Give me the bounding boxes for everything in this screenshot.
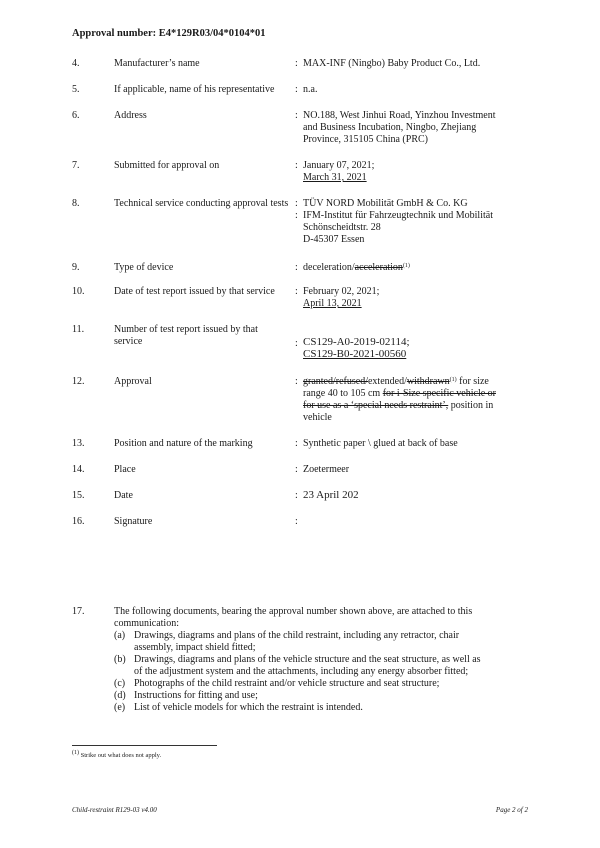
item-label: Manufacturer’s name (114, 58, 200, 69)
colon: : (295, 210, 298, 221)
item-number: 15. (72, 490, 85, 501)
approval-text: position in (448, 400, 494, 411)
colon: : (295, 464, 298, 475)
footnote-ref: (1) (402, 263, 410, 269)
item-label: Submitted for approval on (114, 160, 220, 171)
list-letter: (b) (114, 654, 126, 665)
item-label: Technical service conducting approval tests (114, 198, 289, 209)
struck-text: granted/refused/ (303, 376, 368, 387)
item-number: 7. (72, 160, 80, 171)
item-label: Place (114, 464, 136, 475)
date-line: February 02, 2021; (303, 286, 380, 297)
documents-intro: communication: (114, 618, 179, 629)
item-number: 17. (72, 606, 85, 617)
approval-number-heading: Approval number: E4*129R03/04*0104*01 (72, 28, 266, 39)
service-line: IFM-Institut für Fahrzeugtechnik und Mobilität (303, 210, 493, 221)
report-number: CS129-B0-2021-00560 (303, 348, 407, 360)
item-label: Approval (114, 376, 152, 387)
footnote-marker: (1) (72, 750, 79, 756)
test-report-dates (303, 286, 531, 310)
colon: : (295, 58, 298, 69)
approval-text: extended/ (367, 376, 407, 387)
manufacturer-name: MAX-INF (Ningbo) Baby Product Co., Ltd. (303, 58, 481, 69)
list-text: of the adjustment system and the attachments, including any energy absorber fitted; (134, 666, 469, 677)
list-letter: (a) (114, 630, 126, 641)
item-label: If applicable, name of his representative (114, 84, 275, 95)
approval-text: for size (456, 376, 489, 387)
list-item (114, 690, 534, 702)
list-text: Photographs of the child restraint and/or vehicle structure and seat structure; (134, 678, 440, 689)
item-number: 6. (72, 110, 80, 121)
footnote-ref: (1) (449, 377, 457, 383)
test-report-numbers (303, 336, 531, 360)
item-label: Number of test report issued by that service (114, 324, 258, 347)
date-value: 23 April 202 (303, 489, 359, 501)
list-item (114, 702, 534, 714)
item-number: 16. (72, 516, 85, 527)
colon: : (295, 110, 298, 121)
submitted-dates (303, 160, 531, 184)
approval-text: range 40 to 105 cm (303, 388, 383, 399)
service-line: D-45307 Essen (303, 234, 365, 245)
device-type (303, 262, 531, 274)
item-number: 13. (72, 438, 85, 449)
footnote-text: Strike out what does not apply. (79, 752, 162, 759)
colon: : (295, 160, 298, 171)
item-number: 11. (72, 324, 85, 335)
item-number: 12. (72, 376, 85, 387)
list-text: Instructions for fitting and use; (134, 690, 258, 701)
item-label: Signature (114, 516, 153, 527)
footnote (72, 752, 161, 759)
list-text: Drawings, diagrams and plans of the child restraint, including any retractor, chair (134, 630, 460, 641)
report-number: CS129-A0-2019-02114; (303, 336, 410, 348)
list-item (114, 678, 534, 690)
item-number: 14. (72, 464, 85, 475)
colon: : (295, 338, 298, 349)
colon: : (295, 516, 298, 527)
list-text: assembly, impact shield fitted; (134, 642, 256, 653)
documents-intro: The following documents, bearing the approval number shown above, are attached to this (114, 606, 473, 617)
colon: : (295, 438, 298, 449)
technical-service (303, 198, 531, 246)
list-item (114, 654, 534, 678)
colon: : (295, 490, 298, 501)
item-number: 8. (72, 198, 80, 209)
address-value (303, 110, 531, 146)
colon: : (295, 84, 298, 95)
item-number: 4. (72, 58, 80, 69)
list-letter: (d) (114, 690, 126, 701)
place-value: Zoetermeer (303, 464, 350, 475)
page-number: Page 2 of 2 (495, 806, 528, 814)
item-number: 5. (72, 84, 80, 95)
representative-value: n.a. (303, 84, 318, 95)
device-type-text: deceleration/ (303, 262, 355, 273)
marking-value: Synthetic paper \ glued at back of base (303, 438, 458, 449)
colon: : (295, 262, 298, 273)
list-item (114, 630, 534, 654)
approval-value (303, 376, 531, 424)
footer-left: Child-restraint R129-03 v4.00 (72, 806, 157, 814)
list-text: Drawings, diagrams and plans of the vehicle structure and the seat structure, as well as (134, 654, 481, 665)
date-line: April 13, 2021 (303, 298, 362, 309)
struck-text: acceleration (354, 262, 403, 273)
item-number: 9. (72, 262, 80, 273)
struck-text: withdrawn (406, 376, 450, 387)
struck-text: for use as a ‘special needs restraint’, (303, 400, 449, 411)
colon: : (295, 286, 298, 297)
item-number: 10. (72, 286, 85, 297)
address-line: Province, 315105 China (PRC) (303, 134, 428, 145)
date-line: January 07, 2021; (303, 160, 375, 171)
item-label: Address (114, 110, 147, 121)
attached-documents (114, 606, 534, 714)
item-label: Type of device (114, 262, 174, 273)
item-label: Date of test report issued by that service (114, 286, 275, 297)
list-text: List of vehicle models for which the restraint is intended. (134, 702, 363, 713)
list-letter: (c) (114, 678, 126, 689)
address-line: NO.188, West Jinhui Road, Yinzhou Investment (303, 110, 496, 121)
approval-text: vehicle (303, 412, 332, 423)
service-line: TÜV NORD Mobilität GmbH & Co. KG (303, 198, 468, 209)
item-label: Position and nature of the marking (114, 438, 253, 449)
date-line: March 31, 2021 (303, 172, 367, 183)
item-label: Date (114, 490, 133, 501)
footnote-divider (72, 745, 217, 746)
service-line: Schönscheidtstr. 28 (303, 222, 381, 233)
colon: : (295, 198, 298, 209)
colon: : (295, 376, 298, 387)
struck-text: for i-Size specific vehicle or (382, 388, 496, 399)
list-letter: (e) (114, 702, 126, 713)
address-line: and Business Incubation, Ningbo, Zhejiang (303, 122, 477, 133)
